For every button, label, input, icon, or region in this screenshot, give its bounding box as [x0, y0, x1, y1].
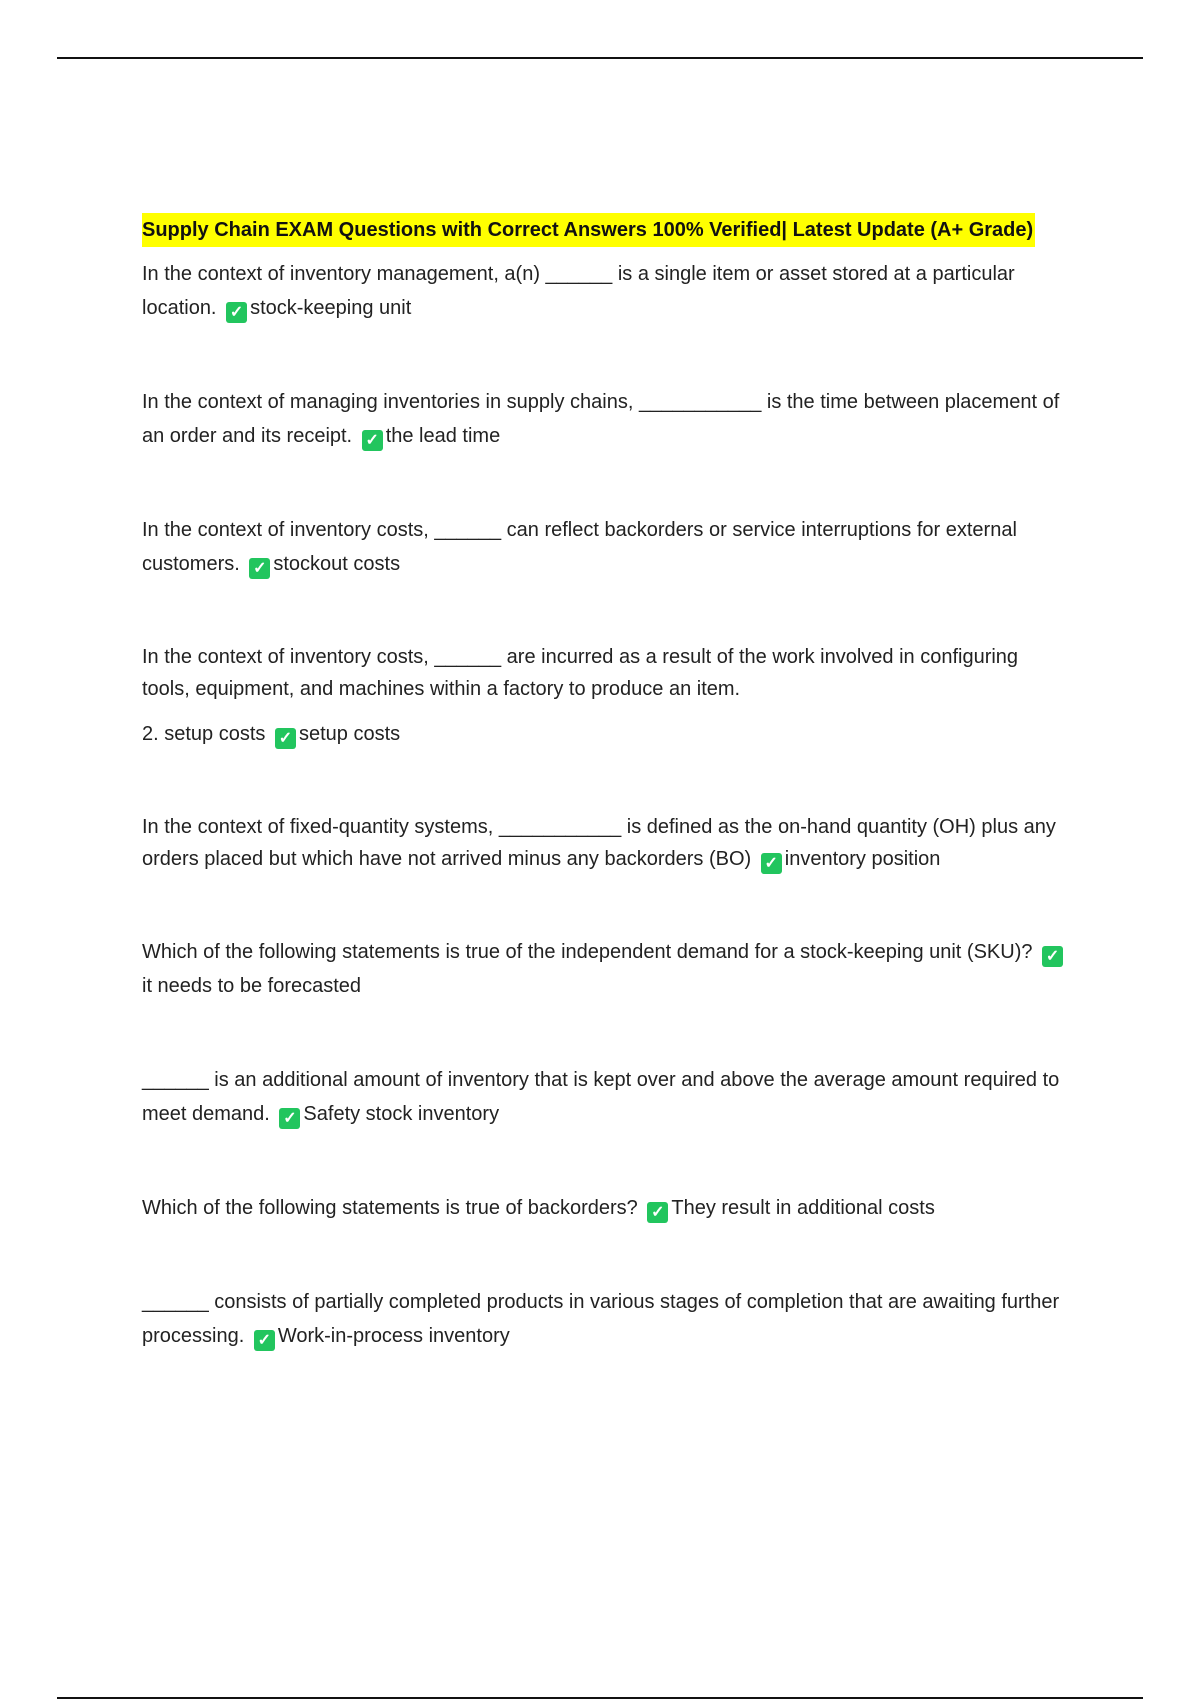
question-text: In the context of fixed-quantity systems, ___________ is defined as the on-hand quantity (OH) plus any orders placed but which have not arrived minus any backorders (BO) — [142, 816, 1056, 870]
qa-item-5 — [142, 811, 1067, 875]
check-box-icon: ✓ — [279, 1108, 300, 1129]
qa-item-6 — [142, 935, 1067, 1003]
check-box-icon: ✓ — [275, 728, 296, 749]
answer-text: Safety stock inventory — [303, 1103, 500, 1125]
qa-item-1 — [142, 257, 1067, 325]
answer-text: inventory position — [784, 848, 941, 870]
question-text: In the context of inventory costs, ______ are incurred as a result of the work involved in configuring tools, equipment, and machines within a factory to produce an item. — [142, 646, 1019, 700]
qa-item-4-answer-line — [142, 717, 1067, 751]
check-box-icon: ✓ — [1042, 946, 1063, 967]
question-text: In the context of managing inventories in supply chains, ___________ is the time between placement of an order and its receipt. — [142, 391, 1060, 447]
answer-text: setup costs — [298, 723, 401, 745]
question-text: In the context of inventory management, a(n) ______ is a single item or asset stored at a particular location. — [142, 263, 1015, 319]
qa-item-4 — [142, 641, 1067, 705]
question-text: Which of the following statements is true of the independent demand for a stock-keeping unit (SKU)? — [142, 941, 1033, 963]
check-box-icon: ✓ — [647, 1202, 668, 1223]
question-text: ______ consists of partially completed products in various stages of completion that are awaiting further processing. — [142, 1291, 1060, 1347]
document-body — [142, 213, 1067, 1353]
qa-item-8 — [142, 1191, 1067, 1225]
check-box-icon: ✓ — [254, 1330, 275, 1351]
check-box-icon: ✓ — [761, 853, 782, 874]
header-rule — [57, 57, 1143, 59]
question-extra-text: 2. setup costs — [142, 723, 266, 745]
answer-text: the lead time — [385, 425, 501, 447]
document-title: Supply Chain EXAM Questions with Correct Answers 100% Verified| Latest Update (A+ Grade) — [142, 213, 1035, 247]
question-text: In the context of inventory costs, ______ can reflect backorders or service interruptions for external customers. — [142, 519, 1017, 575]
answer-text: it needs to be forecasted — [142, 975, 362, 997]
qa-item-9 — [142, 1285, 1067, 1353]
answer-text: They result in additional costs — [671, 1197, 935, 1219]
qa-item-7 — [142, 1063, 1067, 1131]
answer-text: Work-in-process inventory — [277, 1325, 510, 1347]
qa-item-2 — [142, 385, 1067, 453]
check-box-icon: ✓ — [249, 558, 270, 579]
footer-rule — [57, 1697, 1143, 1699]
check-box-icon: ✓ — [362, 430, 383, 451]
question-text: ______ is an additional amount of inventory that is kept over and above the average amount required to meet demand. — [142, 1069, 1060, 1125]
question-text: Which of the following statements is true of backorders? — [142, 1197, 638, 1219]
answer-text: stock-keeping unit — [250, 297, 412, 319]
check-box-icon: ✓ — [226, 302, 247, 323]
qa-item-3 — [142, 513, 1067, 581]
answer-text: stockout costs — [273, 553, 401, 575]
